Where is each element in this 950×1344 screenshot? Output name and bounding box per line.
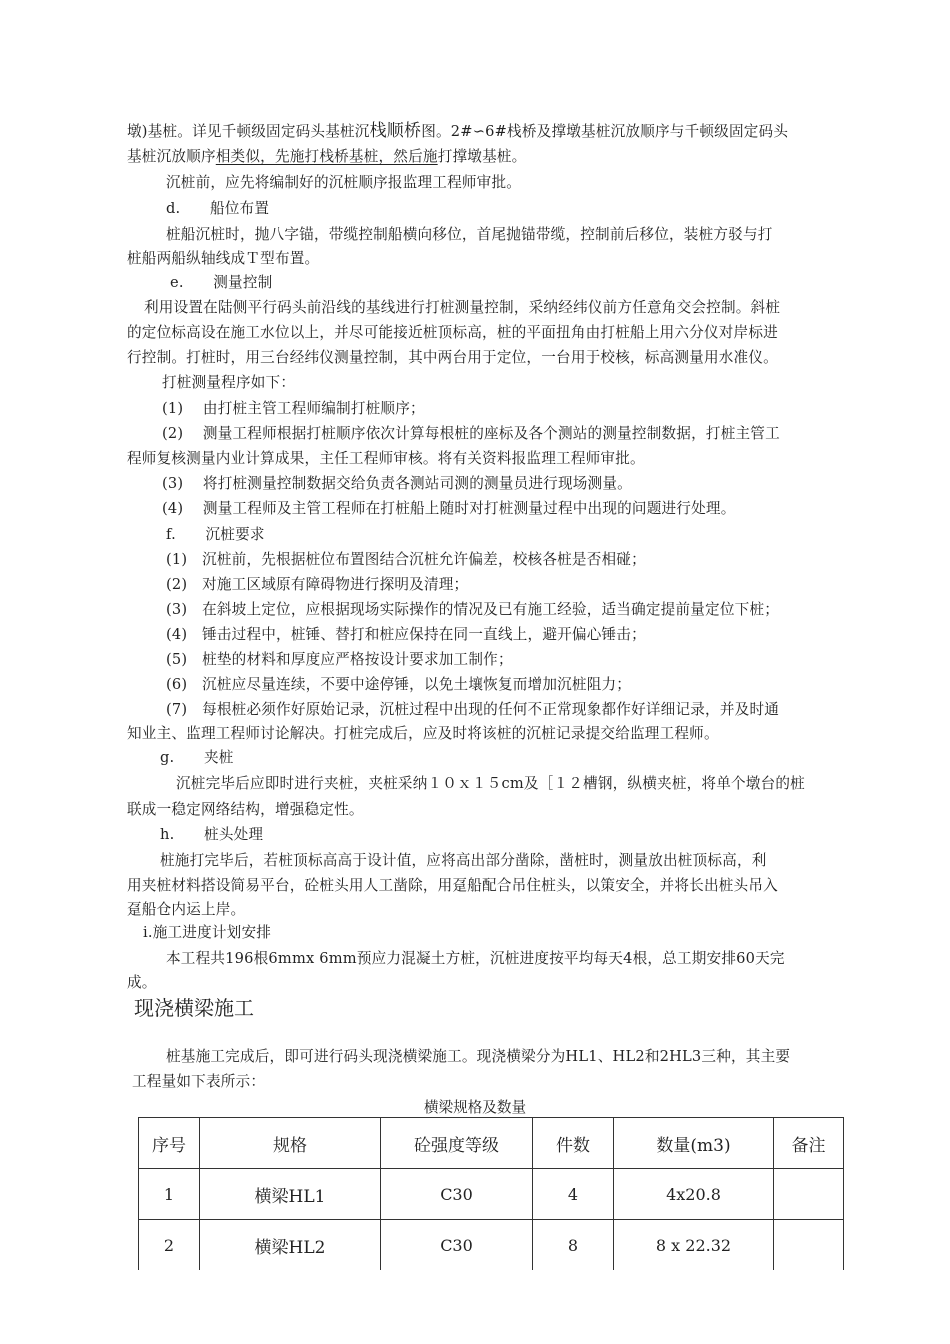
section-label-i: i.施工进度计划安排 xyxy=(143,924,272,941)
underlined-text: 相类似，先施打栈桥基桩，然后施 xyxy=(215,148,438,165)
paragraph-line: 桩基施工完成后，即可进行码头现浇横梁施工。现浇横梁分为HL1、HL2和2HL3三种，其主要 xyxy=(166,1048,791,1065)
paragraph-line: 沉桩完毕后应即时进行夹桩，夹桩采纳１０ｘ１５cm及［１２槽钢，纵横夹桩，将单个墩台的桩 xyxy=(176,775,805,792)
section-label-f: f. 沉桩要求 xyxy=(166,526,265,543)
table-cell: 8 x 22.32 xyxy=(614,1220,774,1271)
table-cell: 2 xyxy=(139,1220,200,1271)
header-cell: 规格 xyxy=(200,1118,381,1169)
paragraph-line: 用夹桩材料搭设简易平台，砼桩头用人工凿除，用趸船配合吊住桩头，以策安全，并将长出桩头吊入 xyxy=(127,877,778,894)
table-row xyxy=(139,1220,844,1271)
paragraph-line: 成。 xyxy=(127,974,157,991)
table-cell: 横梁HL1 xyxy=(200,1169,381,1220)
section-label-h: h. 桩头处理 xyxy=(160,826,264,843)
header-cell: 数量(m3) xyxy=(614,1118,774,1169)
list-item: (4) 锤击过程中，桩锤、替打和桩应保持在同一直线上，避开偏心锤击； xyxy=(166,626,646,643)
table-caption: 横梁规格及数量 xyxy=(423,1099,527,1116)
paragraph-line: 桩施打完毕后，若桩顶标高高于设计值，应将高出部分凿除，凿桩时，测量放出桩顶标高，利 xyxy=(160,852,767,869)
paragraph-line: 程师复核测量内业计算成果，主任工程师审核。将有关资料报监理工程师审批。 xyxy=(127,450,645,467)
list-item: (3) 将打桩测量控制数据交给负责各测站司测的测量员进行现场测量。 xyxy=(162,475,632,492)
section-label-d: d. 船位布置 xyxy=(166,200,270,217)
table-cell: C30 xyxy=(381,1220,533,1271)
text-span: 墩)基桩。详见千顿级固定码头基桩沉 xyxy=(127,123,370,140)
paragraph-line: 桩船沉桩时，抛八字锚，带缆控制船横向移位，首尾抛锚带缆，控制前后移位，装桩方驳与打 xyxy=(166,226,773,243)
table-cell: 1 xyxy=(139,1169,200,1220)
list-item: (6) 沉桩应尽量连续，不要中途停锤，以免土壤恢复而增加沉桩阻力； xyxy=(166,676,632,693)
table-cell: 4x20.8 xyxy=(614,1169,774,1220)
section-label-g: g. 夹桩 xyxy=(160,749,234,766)
list-item: (1) 由打桩主管工程师编制打桩顺序； xyxy=(162,400,425,417)
header-cell: 件数 xyxy=(533,1118,614,1169)
table-row xyxy=(139,1169,844,1220)
list-item: (7) 每根桩必须作好原始记录，沉桩过程中出现的任何不正常现象都作好详细记录，并及时通 xyxy=(166,701,780,718)
paragraph-line: 行控制。打桩时，用三台经纬仪测量控制，其中两台用于定位，一台用于校核，标高测量用水准仪。 xyxy=(127,349,778,366)
table-cell: 8 xyxy=(533,1220,614,1271)
paragraph-line xyxy=(127,121,788,142)
paragraph-line: 沉桩前，应先将编制好的沉桩顺序报监理工程师审批。 xyxy=(166,174,522,191)
paragraph-line: 联成一稳定网络结构，增强稳定性。 xyxy=(127,801,364,818)
section-label-e: e. 测量控制 xyxy=(170,274,273,291)
table-cell: 横梁HL2 xyxy=(200,1220,381,1271)
paragraph-line: 利用设置在陆侧平行码头前沿线的基线进行打桩测量控制，采纳经纬仪前方任意角交会控制。斜桩 xyxy=(144,299,781,316)
header-cell: 砼强度等级 xyxy=(381,1118,533,1169)
header-cell: 备注 xyxy=(774,1118,844,1169)
paragraph-line: 工程量如下表所示： xyxy=(132,1073,266,1090)
paragraph-line: 的定位标高设在施工水位以上，并尽可能接近桩顶标高，桩的平面扭角由打桩船上用六分仪对岸标进 xyxy=(127,324,778,341)
text-span: 栈顺桥 xyxy=(369,121,422,141)
table-cell: 4 xyxy=(533,1169,614,1220)
list-item: (2) 测量工程师根据打桩顺序依次计算每根桩的座标及各个测站的测量控制数据，打桩主管工 xyxy=(162,425,780,442)
header-cell: 序号 xyxy=(139,1118,200,1169)
paragraph-line: 本工程共196根6mmx 6mm预应力混凝土方桩，沉桩进度按平均每天4根，总工期安排60天完 xyxy=(166,950,785,967)
text-span: 基桩沉放顺序 xyxy=(127,148,216,165)
table-cell: C30 xyxy=(381,1169,533,1220)
beam-spec-table xyxy=(138,1117,844,1270)
paragraph-line: 桩船两船纵轴线成Ｔ型布置。 xyxy=(127,250,320,267)
list-item: (1) 沉桩前，先根据桩位布置图结合沉桩允许偏差，校核各桩是否相碰； xyxy=(166,551,646,568)
section-heading: 现浇横梁施工 xyxy=(134,996,254,1020)
table-cell xyxy=(774,1220,844,1271)
list-item: (3) 在斜坡上定位，应根据现场实际操作的情况及已有施工经验，适当确定提前量定位下桩； xyxy=(166,601,780,618)
paragraph-line xyxy=(127,147,526,167)
table-cell xyxy=(774,1169,844,1220)
table-header-row xyxy=(139,1118,844,1169)
list-item: (2) 对施工区域原有障碍物进行探明及清理； xyxy=(166,576,469,593)
paragraph-line: 趸船仓内运上岸。 xyxy=(127,901,246,918)
list-item: (4) 测量工程师及主管工程师在打桩船上随时对打桩测量过程中出现的问题进行处理。 xyxy=(162,500,736,517)
text-span: 打撑墩基桩。 xyxy=(437,148,527,165)
paragraph-line: 知业主、监理工程师讨论解决。打桩完成后，应及时将该桩的沉桩记录提交给监理工程师。 xyxy=(127,725,719,742)
list-item: (5) 桩垫的材料和厚度应严格按设计要求加工制作； xyxy=(166,651,513,668)
paragraph-line: 打桩测量程序如下： xyxy=(162,374,296,391)
text-span: 图。2#∽6#栈桥及撑墩基桩沉放顺序与千顿级固定码头 xyxy=(421,123,789,140)
